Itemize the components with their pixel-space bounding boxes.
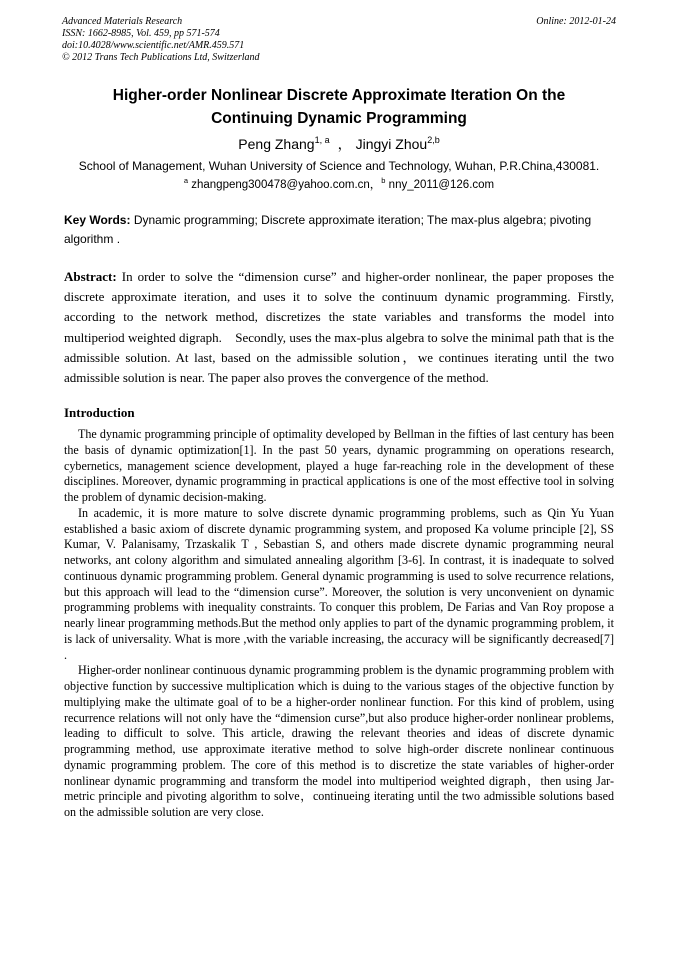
copyright-line: © 2012 Trans Tech Publications Ltd, Switzerland — [62, 52, 260, 63]
journal-name: Advanced Materials Research — [62, 16, 183, 27]
doi-line: doi:10.4028/www.scientific.net/AMR.459.571 — [62, 40, 245, 51]
author-1-name: Peng Zhang — [238, 136, 315, 152]
author-1-affiliation-mark: 1, a — [314, 135, 330, 145]
email-a-mark: a — [183, 176, 189, 185]
abstract-label: Abstract: — [64, 269, 117, 284]
affiliation: School of Management, Wuhan University of Science and Technology, Wuhan, P.R.China,430081. — [78, 159, 600, 173]
journal-header — [62, 16, 616, 64]
author-2-name: Jingyi Zhou — [355, 136, 428, 152]
abstract-section — [64, 267, 614, 388]
author-emails — [30, 177, 648, 194]
keywords-label: Key Words: — [64, 213, 131, 227]
author-list — [40, 134, 638, 154]
keywords-section — [64, 211, 614, 249]
introduction-heading: Introduction — [64, 405, 135, 420]
author-separator: ， — [337, 136, 352, 152]
keywords-text: Dynamic programming; Discrete approximate iteration; The max-plus algebra; pivoting algorithm . — [64, 213, 592, 246]
introduction-paragraph-2: In academic, it is more mature to solve discrete dynamic programming problems, such as Qin Yu Yuan established a basic axiom of discrete dynamic programming system, and proposed Ka volume principle [2], SS Kumar, V. Palanisamy, Trzaskalik T , Sebastian S, and others made discrete dynamic programming neural networks, ant colony algorithm and simulated annealing algorithm [3-6]. In contrast, it is inadequate to solved continuous dynamic programming problem. General dynamic programming is used to solve recurrence relations, but this approach will lead to the “dimension curse”. Moreover, the solution is very unconvenient on dynamic programming problems with inequality constraints. To conquer this problem, De Farias and Van Roy propose a nearly linear programming methods.But the method only applies to part of the dynamic programming problem, it is lack of universality. What is more ,with the variable increasing, the accuracy will be significantly decreased[7] . — [64, 505, 614, 662]
title-line-2: Continuing Dynamic Programming — [211, 110, 467, 127]
online-date: Online: 2012-01-24 — [536, 16, 616, 27]
introduction-paragraph-3: Higher-order nonlinear continuous dynamic programming problem is the dynamic programming problem with objective function by successive multiplication which is duing to the various stages of the objective function by multiplying make the ultimate goal of to be a higher-order nonlinear function. For this kind of problem, using recurrence relations will not only have the “dimension curse”,but also produce higher-order nonlinear problems, leading to difficult to solve. This article, drawing the relevant theories and ideas of discrete dynamic programming method, use approximate iterative method to solve high-order discrete nonlinear continuous dynamic programming problem. The core of this method is to discretize the state variables of higher-order nonlinear dynamic programming and transform the model into multiperiod weighted digraph，then using Jar-metric principle and pivoting algorithm to solve，continueing iterating until the two admissible solutions based on the admissible solution are very close. — [64, 663, 614, 819]
introduction-paragraph-1: The dynamic programming principle of optimality developed by Bellman in the fifties of last century has been the basis of dynamic optimization[1]. In the past 50 years, dynamic programming on operations research, cybernetics, management science development, played a huge far-reaching role in the development of these disciplines. Moreover, dynamic programming in practical applications is one of the most effective tool in solving the problem of dynamic decision-making. — [64, 427, 614, 504]
paper-title — [40, 84, 638, 130]
issn-line: ISSN: 1662-8985, Vol. 459, pp 571-574 — [62, 28, 220, 39]
email-b-mark: b — [381, 176, 386, 185]
author-2-affiliation-mark: 2,b — [427, 135, 440, 145]
email-b: nny_2011@126.com — [388, 179, 495, 191]
introduction-body — [64, 427, 614, 821]
email-a: zhangpeng300478@yahoo.com.cn， — [191, 179, 382, 191]
title-line-1: Higher-order Nonlinear Discrete Approximate Iteration On the — [112, 87, 566, 104]
abstract-text: In order to solve the “dimension curse” and higher-order nonlinear, the paper proposes the discrete approximate iteration, and uses it to solve the continuum dynamic programming. Firstly, according to the network method, discretizes the state variables and transforms the model into multiperiod weighted digraph. Secondly, uses the max-plus algebra to solve the minimal path that is the admissible solution. At last, based on the admissible solution，we continues iterating until the two admissible solution is near. The paper also proves the convergence of the method. — [64, 269, 615, 386]
